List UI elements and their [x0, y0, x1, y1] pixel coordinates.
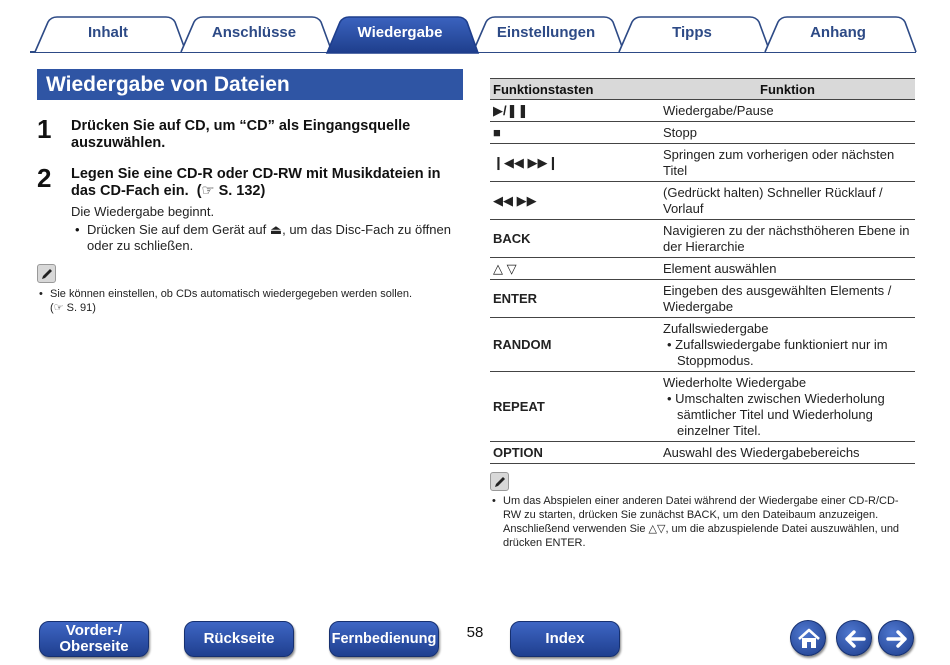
step-number-2: 2 [37, 163, 52, 193]
function-cell: (Gedrückt halten) Schneller Rücklauf / Vorlauf [660, 182, 915, 220]
function-cell: Navigieren zu der nächsthöheren Ebene in der Hierarchie [660, 220, 915, 258]
tab-tipps[interactable]: Tipps [672, 24, 712, 41]
note-pencil-icon [37, 264, 56, 283]
home-button[interactable] [790, 620, 826, 656]
stop-key: ■ [490, 122, 660, 144]
tab-wiedergabe[interactable]: Wiedergabe [357, 24, 443, 41]
step-2-result: Die Wiedergabe beginnt. [71, 204, 215, 219]
tab-bar [0, 0, 950, 56]
function-cell: Auswahl des Wiedergabebereichs [660, 442, 915, 464]
arrow-left-icon [837, 621, 873, 657]
header-keys: Funktionstasten [490, 79, 660, 100]
function-cell: Element auswählen [660, 258, 915, 280]
skip-keys: ❙◀◀ ▶▶❙ [490, 144, 660, 182]
arrow-right-icon [879, 621, 915, 657]
table-header-row [490, 79, 915, 100]
cursor-keys: △ ▽ [490, 258, 660, 280]
tab-anschluesse[interactable]: Anschlüsse [211, 24, 297, 41]
tab-inhalt[interactable]: Inhalt [88, 24, 128, 41]
function-cell: Wiedergabe/Pause [660, 100, 915, 122]
index-button[interactable]: Index [510, 621, 620, 657]
tab-einstellungen[interactable]: Einstellungen [496, 24, 596, 41]
reference-hand-icon: ☞ [53, 302, 64, 314]
function-cell: Stopp [660, 122, 915, 144]
bullet-dot: • [75, 222, 80, 237]
page-number: 58 [466, 624, 484, 641]
table-row [490, 318, 915, 372]
function-cell: Zufallswiedergabe • Zufallswiedergabe funktioniert nur im Stoppmodus. [660, 318, 915, 372]
step-text-2 [71, 166, 461, 200]
reference-hand-icon: ☞ [201, 183, 215, 199]
function-key-table [490, 78, 915, 464]
table-row [490, 372, 915, 442]
step-2-bullet: Drücken Sie auf dem Gerät auf ⏏, um das Disc-Fach zu öffnen oder zu schließen. [87, 222, 451, 253]
remote-button[interactable]: Fernbedienung [329, 621, 439, 657]
section-title: Wiedergabe von Dateien [37, 69, 463, 100]
front-top-button[interactable]: Vorder-/ Oberseite [39, 621, 149, 657]
bullet-dot: • [39, 288, 43, 300]
table-row [490, 182, 915, 220]
function-sub-bullet: • Umschalten zwischen Wiederholung sämtlicher Titel und Wiederholung einzelner Titel. [667, 391, 885, 438]
step-number-1: 1 [37, 114, 52, 144]
enter-key: ENTER [490, 280, 660, 318]
tab-anhang[interactable]: Anhang [810, 24, 866, 41]
page-ref-link-91[interactable]: (☞ S. 91) [50, 302, 96, 314]
table-row [490, 100, 915, 122]
note-pencil-icon [490, 472, 509, 491]
header-function: Funktion [660, 79, 915, 100]
table-row [490, 442, 915, 464]
home-icon [791, 621, 827, 657]
repeat-key: REPEAT [490, 372, 660, 442]
function-cell: Wiederholte Wiedergabe • Umschalten zwischen Wiederholung sämtlicher Titel und Wiederholung einzelner Titel. [660, 372, 915, 442]
table-row [490, 144, 915, 182]
search-keys: ◀◀ ▶▶ [490, 182, 660, 220]
forward-page-button[interactable] [878, 620, 914, 656]
function-cell: Springen zum vorherigen oder nächsten Titel [660, 144, 915, 182]
function-cell: Eingeben des ausgewählten Elements / Wiedergabe [660, 280, 915, 318]
function-sub-bullet: • Zufallswiedergabe funktioniert nur im Stoppmodus. [667, 337, 888, 368]
bullet-dot: • [492, 495, 496, 507]
table-row [490, 258, 915, 280]
note-left-text: Sie können einstellen, ob CDs automatisch wiedergegeben werden sollen. (☞ S. 91) [50, 288, 413, 314]
random-key: RANDOM [490, 318, 660, 372]
page-ref-link-132[interactable]: (☞ S. 132) [192, 183, 266, 199]
table-row [490, 220, 915, 258]
table-row [490, 280, 915, 318]
table-row [490, 122, 915, 144]
note-right-text: Um das Abspielen einer anderen Datei während der Wiedergabe einer CD-R/CD-RW zu starten, drücken Sie zunächst BACK, um den Dateibaum anzuzeigen. Anschließend verwenden Sie △▽, um die abzuspielende Datei auszuwählen, und drücken ENTER. [503, 495, 900, 549]
step-text-2-main: Legen Sie eine CD-R oder CD-RW mit Musikdateien in das CD-Fach ein. [71, 166, 441, 199]
back-page-button[interactable] [836, 620, 872, 656]
play-pause-key: ▶/❚❚ [490, 100, 660, 122]
back-key: BACK [490, 220, 660, 258]
rear-button[interactable]: Rückseite [184, 621, 294, 657]
step-text-1: Drücken Sie auf CD, um “CD” als Eingangsquelle auszuwählen. [71, 118, 411, 151]
option-key: OPTION [490, 442, 660, 464]
